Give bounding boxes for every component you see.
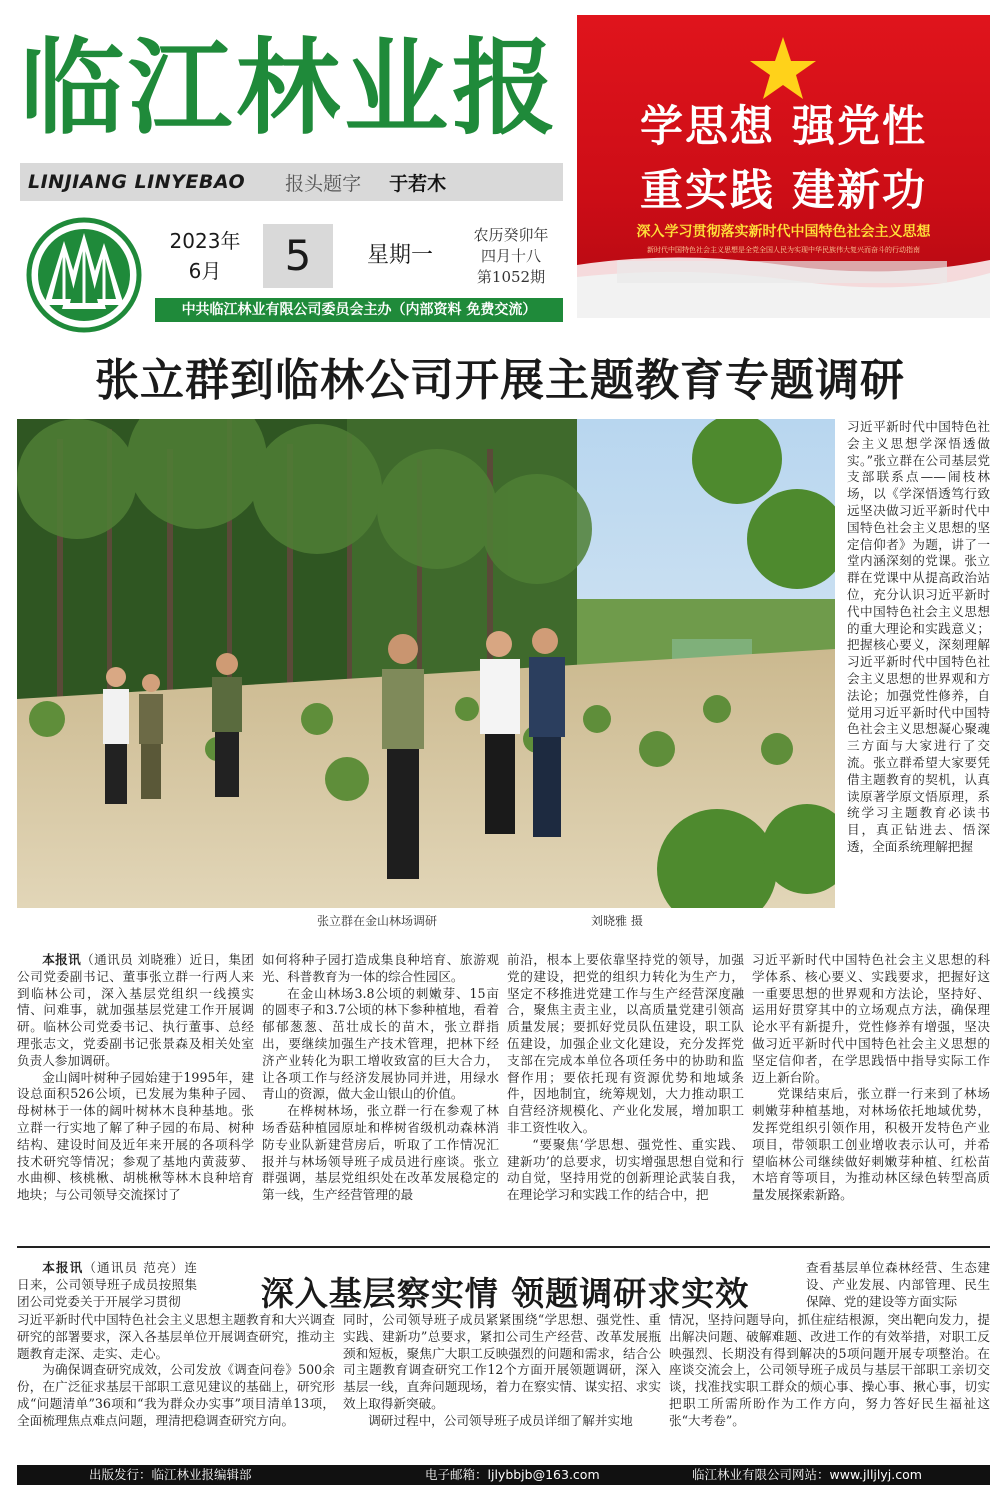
forestry-logo (26, 217, 142, 333)
article1-col4-p1: 习近平新时代中国特色社会主义思想的科学体系、核心要义、实践要求，把握好这一重要思想的世界观和方法论，坚持好、运用好贯穿其中的立场观点方法，确保理论水平有新提升，党性修养有增强，坚决做习近平新时代中国特色社会主义思想的坚定信仰者，在学思践悟中指导实际工作迈上新台阶。 (752, 952, 990, 1085)
field-photo (17, 419, 835, 908)
article2-col2-p2: 调研过程中，公司领导班子成员详细了解并实地 (368, 1412, 633, 1428)
article1-col3-p2: “要聚焦‘学思想、强党性、重实践、建新功’的总要求，切实增强思想自觉和行动自觉，坚持用党的创新理论武装自我，在理论学习和实践工作的结合中，把 (507, 1136, 744, 1203)
footer-bar (17, 1465, 990, 1485)
article2-lead: 本报讯 (42, 1260, 84, 1275)
star-icon (750, 37, 816, 99)
article1-col1-p2: 金山阔叶树种子园始建于1995年，建设总面积526公顷，已发展为集种子园、母树林于一体的阔叶树林木良种基地。张立群一行实地了解了种子园的布局、树种结构、建设时间及近年来开展的各项科学技术研究等情况；参观了基地内黄菠萝、水曲柳、核桃楸、胡桃楸等林木良种培育地块；与公司领导交流探讨了 (17, 1069, 254, 1203)
article1-col2-p2: 在金山林场3.8公顷的刺嫩芽、15亩的圆枣子和3.7公顷的林下参种植地，看着郁郁葱葱、茁壮成长的苗木，张立群指出，要继续加强生产技术管理，把林下经济产业转化为职工增收致富的巨大合力，让各项工作与经济发展协同并进，用绿水青山的资源，做大金山银山的价值。 (262, 985, 499, 1102)
article1-col4 (752, 952, 990, 1236)
article2-right-top (806, 1260, 990, 1312)
footer-website: 临江林业有限公司网站：www.jlljlyj.com (692, 1467, 922, 1482)
article2-right-top-text: 查看基层单位森林经营、生态建设、产业发展、内部管理、民生保障、党的建设等方面实际 (806, 1260, 990, 1309)
article1-col2-p3: 在桦树林场，张立群一行在参观了林场香菇种植园原址和桦树省级机动森林消防专业队新建营房后，听取了工作情况汇报并与林场领导班子成员进行座谈。张立群强调，基层党组织处在改革发展稳定的第一线，生产经营管理的最 (262, 1103, 499, 1203)
calligraphy-credit (285, 169, 446, 196)
article2-intro-text: 连日来，公司领导班子成员按照集团公司党委关于开展学习贯彻 (17, 1260, 197, 1309)
article1-col2-p1: 如何将种子园打造成集良种培育、旅游观光、科普教育为一体的综合性园区。 (262, 952, 499, 984)
issue-number: 第1052期 (476, 268, 546, 286)
pinyin-title: LINJIANG LINYEBAO (28, 171, 246, 193)
article2-intro (17, 1260, 197, 1312)
article1-col4-p2: 党课结束后，张立群一行来到了林场刺嫩芽种植基地，对林场依托地域优势，发挥党组织引领作用，积极开发特色产业项目，带领职工创业增收表示认可，并希望临林公司继续做好刺嫩芽种植、红松苗木培育等项目，为推动林区绿色转型高质量发展探索新路。 (752, 1086, 990, 1203)
article1-col2 (262, 952, 499, 1236)
lunar-date-issue (458, 225, 564, 288)
side-column (847, 419, 990, 951)
article1-col1 (17, 952, 254, 1236)
footer-email: 电子邮箱：ljlybbjb@163.com (425, 1467, 600, 1482)
banner-line1: 学思想 强党性 (640, 102, 927, 152)
article1-col3 (507, 952, 744, 1236)
date-year-month (160, 226, 250, 286)
calligrapher-name: 于若木 (389, 172, 447, 195)
month: 6月 (188, 259, 222, 283)
article1-col3-p1: 前沿，根本上要依靠坚持党的领导，加强党的建设，把党的组织力转化为生产力，坚定不移推进党建工作与生产经营深度融合，聚焦主责主业，以高质量党建引领高质量发展；要抓好党员队伍建设，职工队伍建设，加强企业文化建设，充分发挥党支部在完成本单位各项任务中的协助和监督作用；要依托现有资源优势和地域条件，因地制宜，统筹规划，大力推动职工自营经济规模化、产业化发展，增加职工非工资性收入。 (507, 952, 744, 1135)
article2-col2 (343, 1312, 661, 1458)
article2-reporter: （通讯员 范亮） (83, 1260, 185, 1275)
photo-credit: 刘晓雅 摄 (591, 914, 643, 928)
main-headline: 张立群到临林公司开展主题教育专题调研 (95, 355, 905, 406)
article2-col1 (17, 1312, 335, 1458)
lunar-date: 四月十八 (480, 247, 541, 265)
calligraphy-label: 报头题字 (285, 172, 362, 195)
newspaper-title: 临江林业报 (20, 27, 561, 149)
article2-col3-p1: 情况，坚持问题导向，抓住症结根源，突出靶向发力，提出解决问题、破解难题、改进工作的有效举措，对职工反映强烈、长期没有得到解决的5项问题开展专项整治。在座谈交流会上，公司领导班子成员与基层干部职工亲切交谈，找准找实职工群众的烦心事、操心事、揪心事，切实把职工所需所盼作为工作方向，努力答好民生福祉这张“大考卷”。 (669, 1312, 990, 1428)
banner-small-text: 新时代中国特色社会主义思想是全党全国人民为实现中华民族伟大复兴而奋斗的行动指南 (647, 246, 920, 254)
article2-col2-p1: 同时，公司领导班子成员紧紧围绕“学思想、强党性、重实践、建新功”总要求，紧扣公司生产经营、改革发展瓶颈和短板，聚焦广大职工反映强烈的问题和需求，结合公司主题教育调查研究工作12个方面开展领题调研，深入基层一线，直奔问题现场，着力在察实情、谋实招、求实效上取得新突破。 (343, 1312, 661, 1411)
pinyin-bar (20, 163, 563, 201)
sponsor-bar: 中共临江林业有限公司委员会主办（内部资料 免费交流） (155, 298, 563, 322)
banner-subtitle: 深入学习贯彻落实新时代中国特色社会主义思想 (636, 224, 931, 240)
day: 5 (263, 224, 333, 288)
second-headline: 深入基层察实情 领题调研求实效 (260, 1274, 750, 1313)
article2-col1-p1: 习近平新时代中国特色社会主义思想主题教育和大兴调查研究的部署要求，深入各基层单位开展调查研究，推动主题教育走深、走实、走心。 (17, 1312, 335, 1361)
article2-col1-p2: 为确保调查研究成效，公司发放《调查问卷》500余份，在广泛征求基层干部职工意见建议的基础上，研究形成“问题清单”36项和“我为群众办实事”项目清单13项，全面梳理焦点难点问题，理清把稳调查研究方向。 (17, 1362, 335, 1428)
photo-caption: 张立群在金山林场调研 (317, 914, 438, 928)
article1-reporter: （通讯员 刘晓雅） (81, 952, 190, 967)
year: 2023年 (169, 229, 241, 253)
banner-line2: 重实践 建新功 (640, 166, 927, 216)
article2-col3 (669, 1312, 990, 1458)
section-divider (17, 1246, 990, 1248)
theme-banner (577, 15, 990, 318)
article1-col1-p1: 近日，集团公司党委副书记、董事张立群一行两人来到临林公司，深入基层党组织一线摸实情、问难事，就加强基层党建工作开展调研。临林公司党委书记、执行董事、总经理张志文，党委副书记张景森及相关处室负责人参加调研。 (17, 952, 254, 1068)
weekday: 星期一 (366, 243, 433, 268)
lunar-year: 农历癸卯年 (473, 226, 549, 244)
footer-publisher: 出版发行：临江林业报编辑部 (89, 1467, 252, 1482)
article1-lead: 本报讯 (42, 952, 82, 967)
side-column-text: 习近平新时代中国特色社会主义思想学深悟透做实。”张立群在公司基层党支部联系点——闹枝林场，以《学深悟透笃行致远坚决做习近平新时代中国特色社会主义思想的坚定信仰者》为题，讲了一堂内涵深刻的党课。张立群在党课中从提高政治站位，充分认识习近平新时代中国特色社会主义思想的重大理论和实践意义；把握核心要义，深刻理解习近平新时代中国特色社会主义思想的世界观和方法论；加强党性修养，自觉用习近平新时代中国特色社会主义思想凝心聚魂三方面与大家进行了交流。张立群希望大家要凭借主题教育的契机，认真读原著学原文悟原理，系统学习主题教育必读书目，真正钻进去、悟深透，全面系统理解把握 (847, 419, 990, 854)
